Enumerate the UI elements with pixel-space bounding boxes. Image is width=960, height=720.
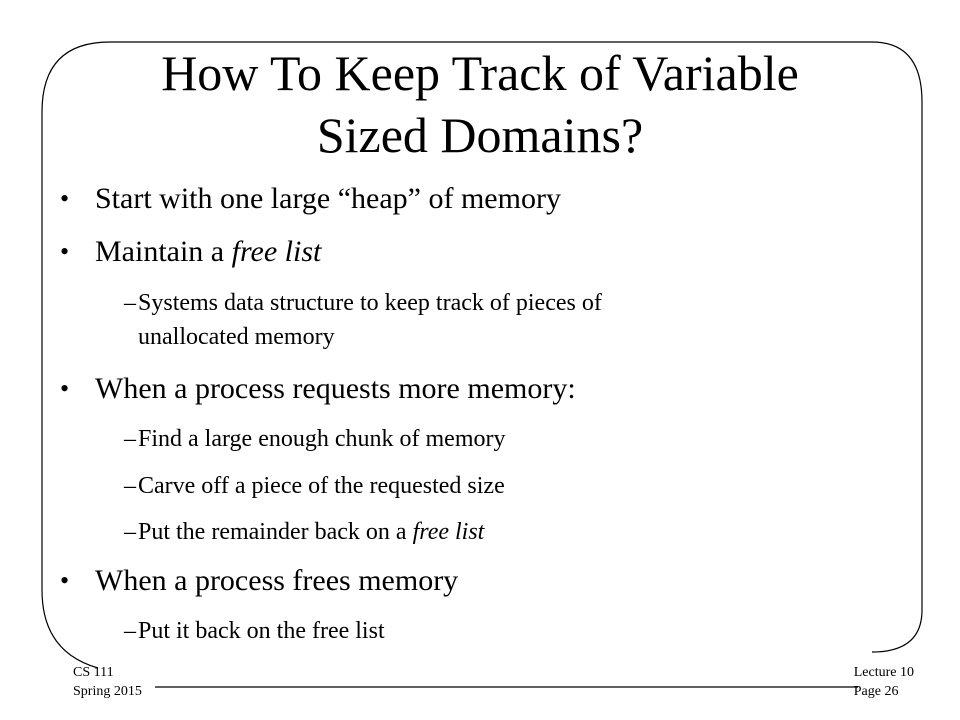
bullet-marker: • [60, 374, 70, 403]
footer-term: Spring 2015 [73, 684, 142, 699]
title-line-1: How To Keep Track of Variable [161, 45, 799, 101]
footer-page-info [854, 663, 914, 701]
sub-bullet-text: Find a large enough chunk of memory [138, 426, 506, 452]
sub-bullet-text: Carve off a piece of the requested size [138, 473, 505, 499]
footer-lecture: Lecture 10 [853, 665, 914, 680]
bullet-text: When a process frees memory [95, 564, 459, 597]
sub-bullet-text-line-2: unallocated memory [138, 324, 335, 350]
dash-marker: – [124, 426, 136, 452]
title-line-2: Sized Domains? [316, 107, 644, 163]
footer-course-info [73, 663, 142, 701]
bullet-text-plain: Maintain a [95, 235, 232, 268]
footer-page-number: Page 26 [853, 684, 899, 699]
sub-bullet-text [138, 515, 484, 549]
dash-marker: – [124, 519, 136, 545]
bullet-text [95, 235, 321, 269]
footer-course: CS 111 [73, 665, 114, 680]
sub-bullet-text-plain: Put the remainder back on a [138, 519, 413, 545]
bullet-text-italic: free list [231, 235, 322, 268]
dash-marker: – [124, 618, 136, 644]
dash-marker: – [124, 290, 136, 316]
bullet-marker: • [60, 566, 70, 595]
bullet-marker: • [60, 237, 70, 266]
bullet-text: When a process requests more memory: [95, 372, 576, 405]
bullet-text: Start with one large “heap” of memory [95, 182, 561, 215]
bullet-marker: • [60, 184, 70, 213]
dash-marker: – [124, 473, 136, 499]
sub-bullet-text-italic: free list [412, 519, 485, 545]
sub-bullet-text-line-1: Systems data structure to keep track of pieces of [138, 290, 602, 316]
sub-bullet-text: Put it back on the free list [138, 618, 385, 644]
